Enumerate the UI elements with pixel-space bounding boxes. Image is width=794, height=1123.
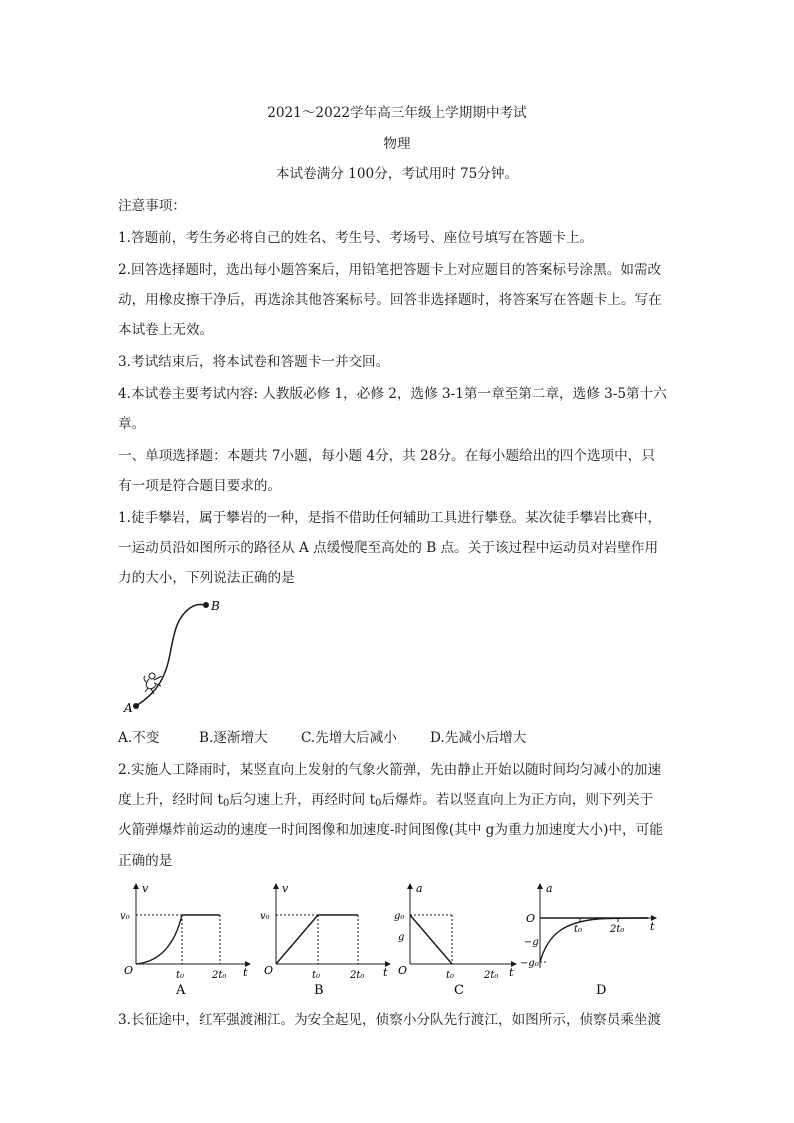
graph-c-y-tick-1: g₀ bbox=[394, 911, 405, 922]
exam-title: 2021～2022学年高三年级上学期期中考试 bbox=[267, 105, 527, 121]
graph-c-y-axis: a bbox=[416, 882, 423, 895]
graph-a bbox=[136, 884, 250, 964]
point-a-label: A bbox=[124, 701, 133, 715]
graph-b bbox=[276, 884, 390, 964]
graph-d-y-axis: a bbox=[546, 882, 553, 895]
graph-c bbox=[410, 884, 516, 964]
note-2-line-1: 2.回答选择题时，选出每小题答案后，用铅笔把答题卡上对应题目的答案标号涂黑。如需改 bbox=[118, 262, 662, 278]
note-2-line-2: 动，用橡皮擦干净后，再选涂其他答案标号。回答非选择题时，将答案写在答题卡上。写在 bbox=[118, 292, 662, 308]
point-b-label: B bbox=[211, 599, 220, 613]
graph-b-x-axis: t bbox=[383, 966, 388, 979]
point-b-dot bbox=[203, 602, 209, 608]
graph-a-y-axis: v bbox=[142, 882, 149, 895]
graph-b-y-axis: v bbox=[282, 882, 289, 895]
graph-d bbox=[540, 884, 656, 968]
section-intro-line-1: 一、单项选择题：本题共 7小题，每小题 4分，共 28分。在每小题给出的四个选项中，只 bbox=[118, 448, 655, 464]
graph-d-x-tick-2: 2t₀ bbox=[610, 924, 625, 935]
q2-line-2-sub-1: 0 bbox=[222, 798, 230, 809]
q2-graphs bbox=[112, 878, 692, 998]
q2-line-3: 火箭弹爆炸前运动的速度一时间图像和加速度-时间图像(其中 g为重力加速度大小)中，可能 bbox=[118, 822, 663, 838]
exam-info: 本试卷满分 100分，考试用时 75分钟。 bbox=[275, 166, 519, 182]
note-4-line-2: 章。 bbox=[118, 416, 146, 432]
graph-a-y-tick: v₀ bbox=[120, 911, 130, 922]
graph-b-x-tick-2: 2t₀ bbox=[350, 970, 365, 981]
graph-a-x-tick-1: t₀ bbox=[176, 970, 185, 981]
subject-title: 物理 bbox=[383, 136, 411, 152]
q1-option-b: B.逐渐增大 bbox=[199, 730, 268, 746]
q2-line-1: 2.实施人工降雨时，某竖直向上发射的气象火箭弹，先由静止开始以随时间均匀减小的加速 bbox=[118, 762, 662, 778]
q1-option-a: A.不变 bbox=[118, 730, 160, 746]
notes-heading: 注意事项： bbox=[118, 198, 186, 214]
q2-line-4: 正确的是 bbox=[118, 853, 173, 869]
graph-a-origin: O bbox=[124, 964, 134, 977]
note-4-line-1: 4.本试卷主要考试内容: 人教版必修 1，必修 2，选修 3-1第一章至第二章，选修 3-5第十六 bbox=[118, 386, 667, 402]
q2-line-2-part-1: 度上升，经时间 t bbox=[118, 792, 223, 808]
q2-line-2-part-2: 后匀速上升，再经时间 t bbox=[229, 792, 376, 808]
q3-line-1: 3.长征途中，红军强渡湘江。为安全起见，侦察小分队先行渡江，如图所示，侦察员乘坐渡 bbox=[118, 1012, 662, 1028]
section-intro-line-2: 有一项是符合题目要求的。 bbox=[118, 478, 282, 494]
q2-line-2 bbox=[118, 790, 653, 814]
graph-d-letter: D bbox=[596, 983, 607, 998]
graph-a-x-axis: t bbox=[243, 966, 248, 979]
graph-b-y-tick: v₀ bbox=[260, 911, 270, 922]
note-2-line-3: 本试卷上无效。 bbox=[118, 322, 214, 338]
graph-b-origin: O bbox=[264, 964, 274, 977]
q2-line-2-part-3: 后爆炸。若以竖直向上为正方向，则下列关于 bbox=[381, 792, 654, 808]
q2-line-2-sub-2: 0 bbox=[375, 798, 382, 809]
q1-line-3: 力的大小，下列说法正确的是 bbox=[118, 570, 295, 586]
graph-c-x-tick-2: 2t₀ bbox=[484, 970, 499, 981]
q1-line-2: 一运动员沿如图所示的路径从 A 点缓慢爬至高处的 B 点。关于该过程中运动员对岩壁作用 bbox=[118, 540, 659, 556]
q1-option-d: D.先减小后增大 bbox=[430, 730, 527, 746]
graph-b-letter: B bbox=[314, 983, 324, 998]
graph-c-x-tick-1: t₀ bbox=[446, 970, 455, 981]
graph-d-x-axis: t bbox=[650, 920, 655, 933]
graph-a-letter: A bbox=[176, 983, 186, 998]
graph-b-x-tick-1: t₀ bbox=[312, 970, 321, 981]
q1-line-1: 1.徒手攀岩，属于攀岩的一种，是指不借助任何辅助工具进行攀登。某次徒手攀岩比赛中， bbox=[118, 510, 662, 526]
graph-a-x-tick-2: 2t₀ bbox=[212, 970, 227, 981]
graph-d-y-tick-1: −g bbox=[524, 937, 539, 948]
graph-c-x-axis: t bbox=[509, 966, 514, 979]
note-3: 3.考试结束后，将本试卷和答题卡一并交回。 bbox=[118, 354, 390, 370]
graph-d-origin: O bbox=[526, 912, 536, 925]
climbing-path-figure bbox=[118, 596, 228, 718]
note-1: 1.答题前，考生务必将自己的姓名、考生号、考场号、座位号填写在答题卡上。 bbox=[118, 230, 594, 246]
point-a-dot bbox=[133, 703, 139, 709]
graph-d-x-tick-1: t₀ bbox=[574, 924, 583, 935]
graph-c-letter: C bbox=[454, 983, 464, 998]
graph-c-origin: O bbox=[398, 964, 408, 977]
graph-d-y-tick-2: −g₀ bbox=[520, 958, 539, 969]
graph-c-y-tick-2: g bbox=[398, 932, 405, 943]
q1-option-c: C.先增大后减小 bbox=[301, 730, 397, 746]
